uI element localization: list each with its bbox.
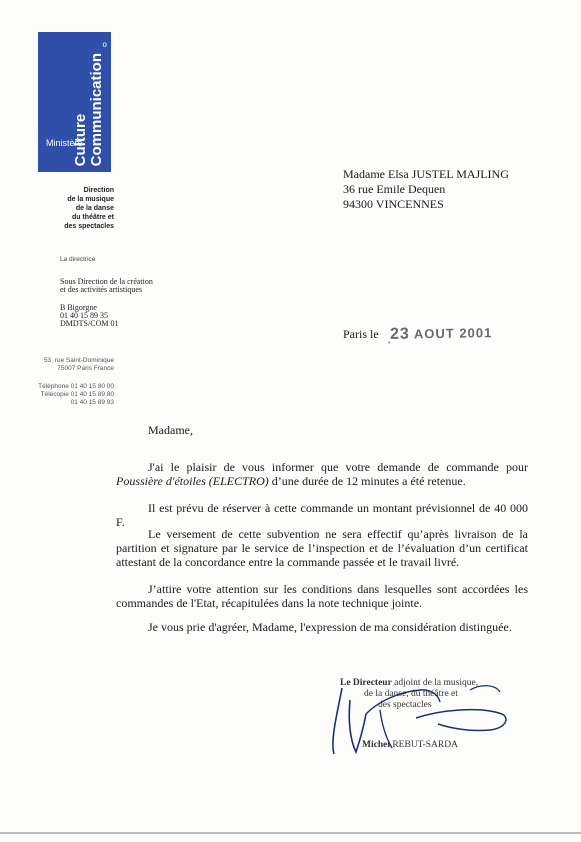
paragraph-2 bbox=[116, 501, 528, 529]
sous-direction-line: et des activités artistiques bbox=[60, 285, 142, 294]
title-bold: Le Directeur bbox=[340, 678, 392, 688]
stamp-mark: • bbox=[388, 339, 392, 347]
phone-line: Télécopie 01 40 15 89 80 bbox=[40, 391, 114, 398]
logo-text bbox=[73, 53, 105, 166]
phone-line: 01 40 15 89 93 bbox=[70, 399, 114, 406]
signatory-name bbox=[362, 740, 458, 750]
name-first: Michel bbox=[362, 740, 390, 750]
scan-edge bbox=[0, 832, 581, 834]
recipient-address bbox=[343, 167, 509, 212]
stamp-day: 23 bbox=[389, 325, 410, 343]
reference-line: B Bigorgne bbox=[60, 303, 97, 312]
sous-direction bbox=[60, 278, 153, 294]
paragraph-1 bbox=[116, 460, 528, 488]
ministry-logo bbox=[38, 32, 111, 172]
recipient-name: Madame Elsa JUSTEL MAJLING bbox=[343, 167, 509, 181]
title-line2: de la danse, du théâtre et bbox=[364, 689, 458, 699]
logo-mark: o bbox=[102, 40, 107, 49]
p2-text: Il est prévu de réserver à cette commande un montant prévisionnel de 40 000 F. bbox=[116, 501, 528, 529]
recipient-city: 94300 VINCENNES bbox=[343, 197, 444, 211]
paragraph-3 bbox=[116, 527, 528, 569]
reference-line: DMDTS/COM 01 bbox=[60, 319, 119, 328]
direction-line: Direction bbox=[83, 187, 114, 194]
logo-communication: Communication bbox=[88, 52, 105, 166]
signatory-title bbox=[340, 678, 478, 711]
date-place: Paris le bbox=[343, 327, 379, 341]
direction-line: des spectacles bbox=[64, 223, 114, 230]
sous-direction-line: Sous Direction de la création bbox=[60, 277, 153, 286]
p1-text: J'ai le plaisir de vous informer que votre demande de commande pour bbox=[148, 460, 528, 474]
address-line: 53, rue Saint-Dominique bbox=[43, 357, 114, 364]
logo-ministere: Ministère bbox=[46, 138, 83, 148]
p4-text: J’attire votre attention sur les conditions dans lesquelles sont accordées les commandes de l'Etat, récapitulées dans la note technique jointe. bbox=[116, 582, 528, 610]
paragraph-5 bbox=[116, 620, 528, 634]
reference-block bbox=[60, 304, 118, 328]
paragraph-4 bbox=[116, 582, 528, 610]
direction-line: de la musique bbox=[67, 196, 114, 203]
reference-line: 01 40 15 89 35 bbox=[60, 311, 108, 320]
salutation: Madame, bbox=[148, 423, 193, 437]
work-title: Poussière d'étoiles (ELECTRO) bbox=[116, 474, 269, 488]
sender-address bbox=[30, 357, 114, 373]
directrice-label: La directrice bbox=[60, 256, 96, 263]
logo-culture: Culture bbox=[72, 113, 89, 166]
sender-phones bbox=[30, 383, 114, 407]
p1-text-end: d’une durée de 12 minutes a été retenue. bbox=[268, 474, 466, 488]
recipient-street: 36 rue Emile Dequen bbox=[343, 182, 446, 196]
direction-block bbox=[40, 186, 114, 231]
p5-text: Je vous prie d'agréer, Madame, l'expression de ma considération distinguée. bbox=[148, 620, 512, 634]
title-rest: adjoint de la musique, bbox=[391, 678, 479, 688]
p3-text: Le versement de cette subvention ne sera effectif qu’après livraison de la partition et signature par le service de l’inspection et de l’évaluation d’un certificat attestant de la concordance entre la commande passée et le travail livré. bbox=[116, 527, 528, 569]
address-line: 75007 Paris France bbox=[57, 365, 114, 372]
direction-line: de la danse bbox=[75, 205, 114, 212]
direction-line: du théâtre et bbox=[71, 214, 114, 221]
title-line3: des spectacles bbox=[378, 700, 432, 710]
stamp-month-year: AOUT 2001 bbox=[413, 325, 493, 342]
name-last: REBUT-SARDA bbox=[389, 740, 458, 750]
date-stamp bbox=[388, 324, 493, 347]
phone-line: Téléphone 01 40 15 80 00 bbox=[38, 383, 114, 390]
